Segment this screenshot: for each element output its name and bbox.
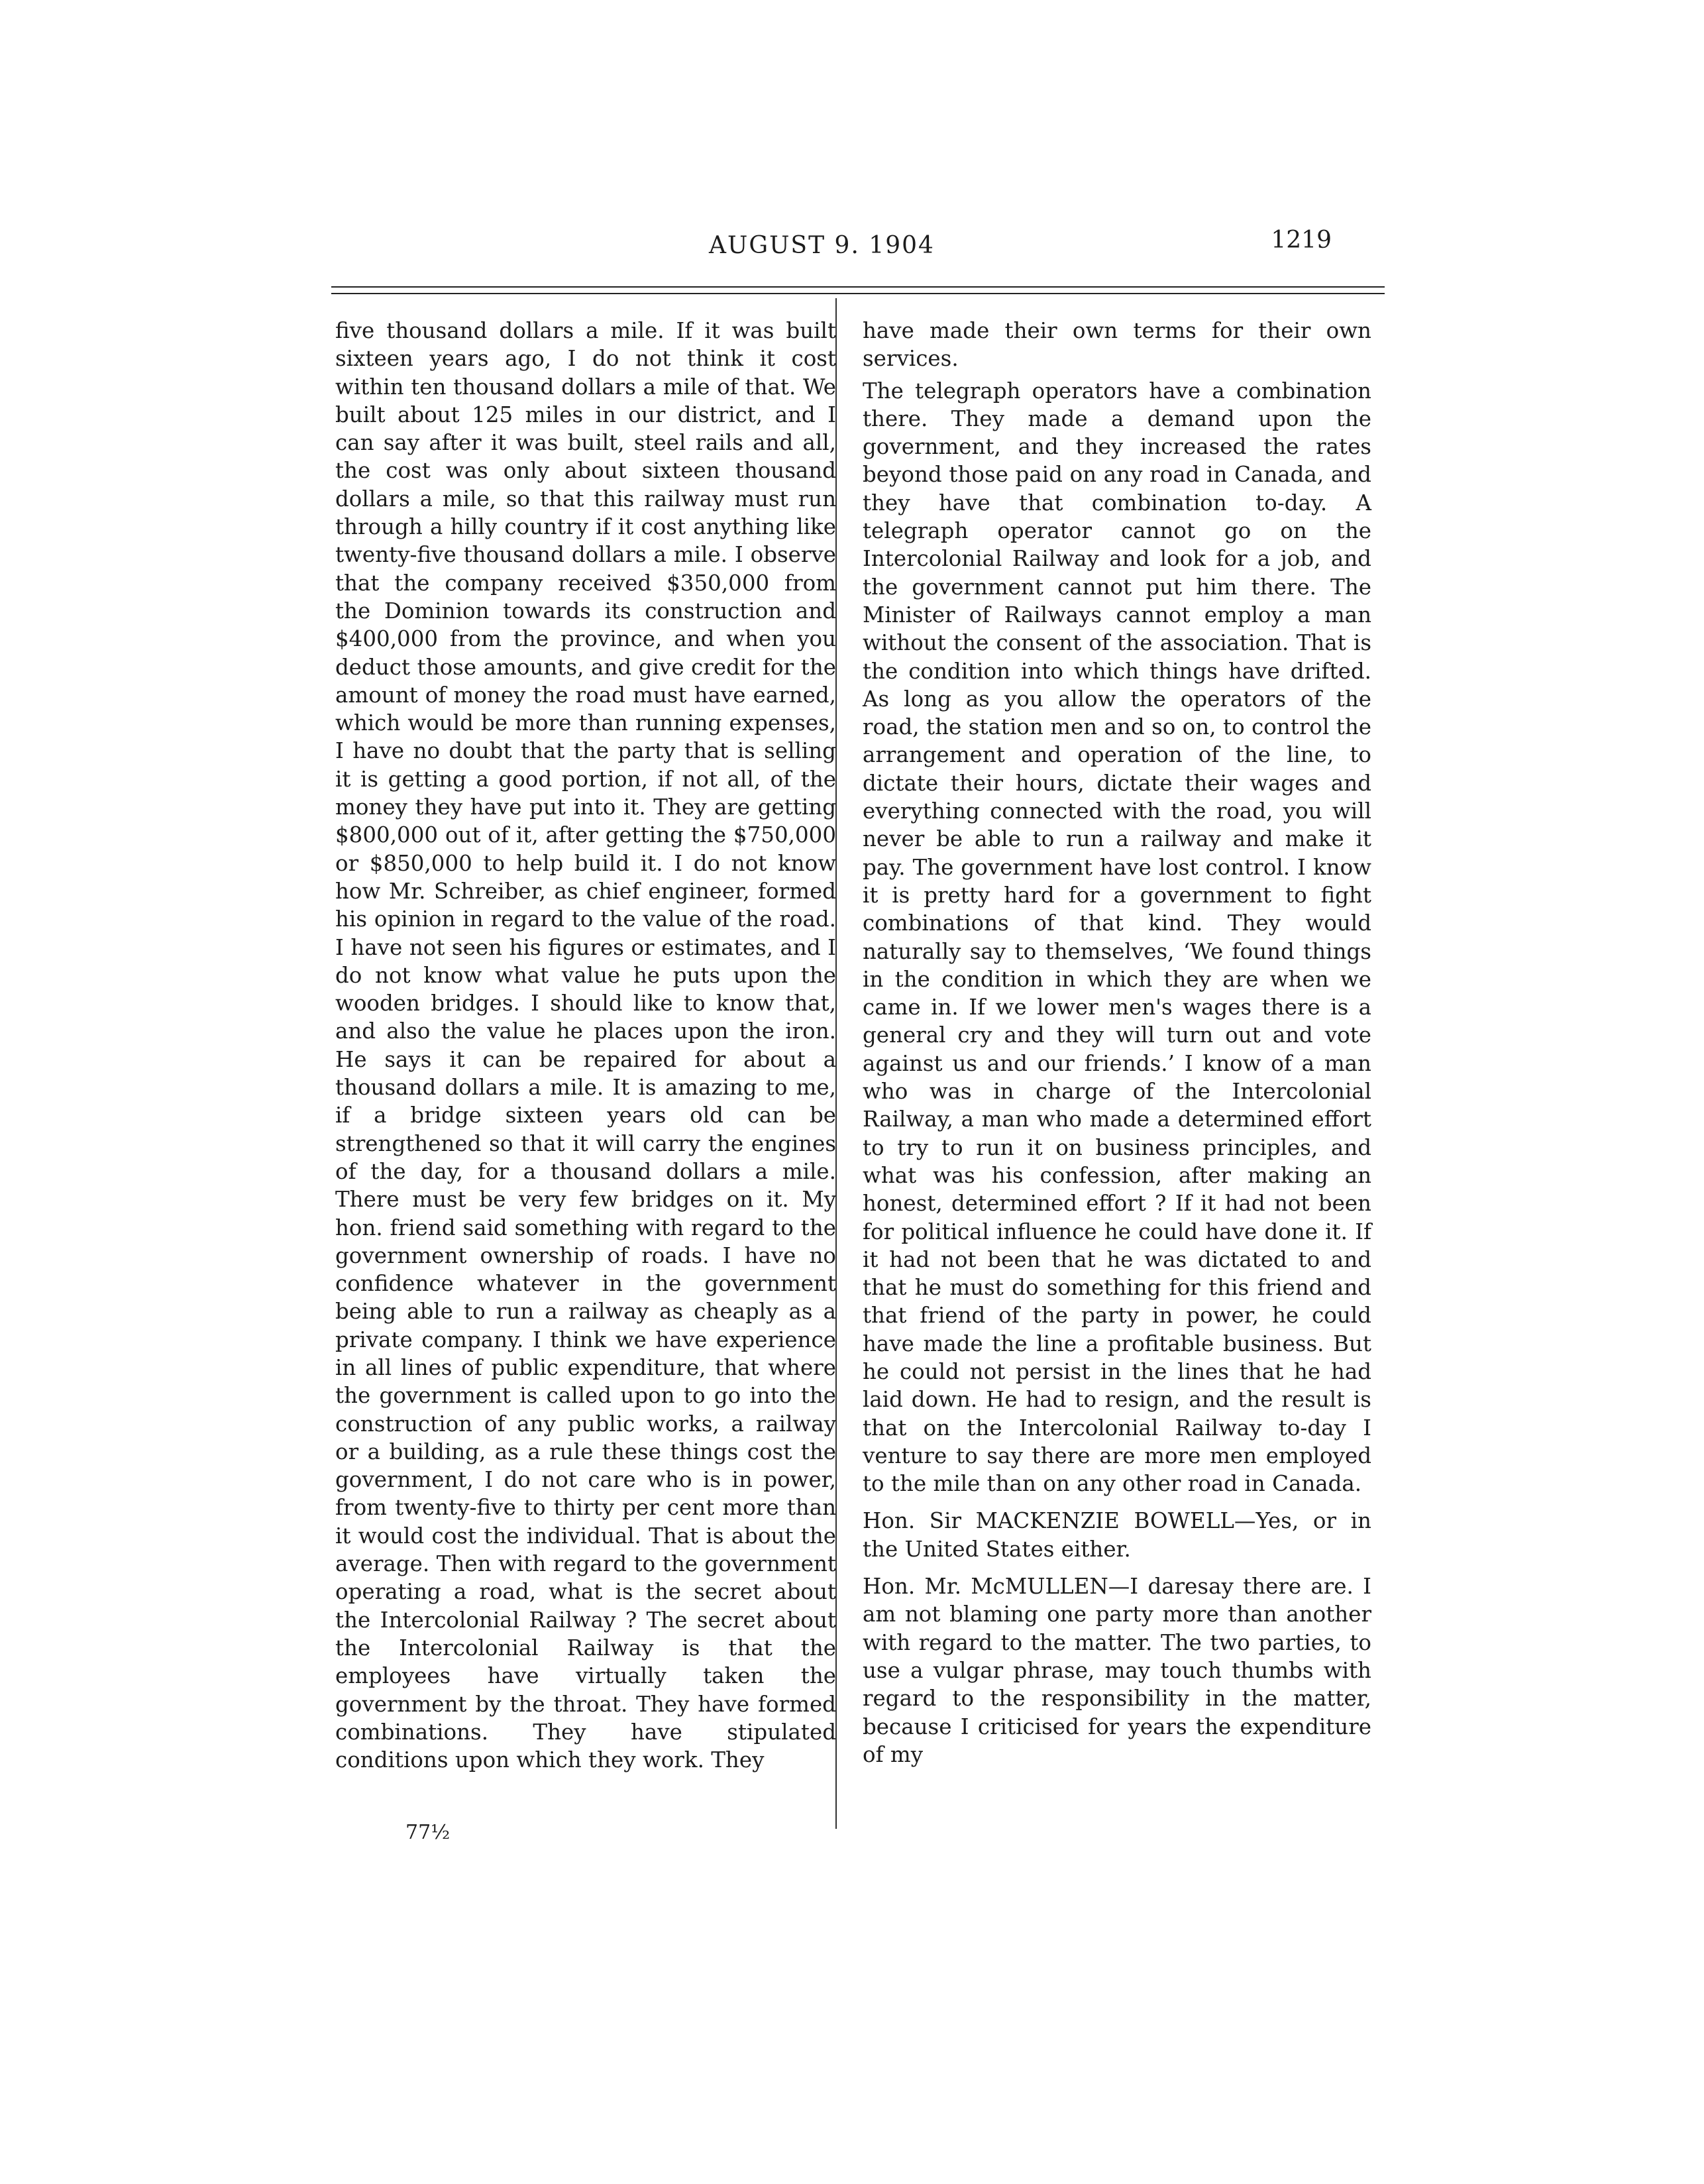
page-number: 1219	[1271, 227, 1332, 254]
left-column-text: five thousand dollars a mile. If it was built sixteen years ago, I do not think it cost within ten thousand dollars a mile of that. We built about 125 miles in our district, and I can say after it was built, steel rails and all, the cost was only about sixteen thousand dollars a mile, so that this railway must run through a hilly country if it cost anything like twenty-five thousand dollars a mile. I observe that the company received $350,000 from the Dominion towards its construction and $400,000 from the province, and when you deduct those amounts, and give credit for the amount of money the road must have earned, which would be more than running expenses, I have no doubt that the party that is selling it is getting a good portion, if not all, of the money they have put into it. They are getting $800,000 out of it, after getting the $750,000 or $850,000 to help build it. I do not know how Mr. Schreiber, as chief engineer, formed his opinion in regard to the value of the road. I have not seen his figures or estimates, and I do not know what value he puts upon the wooden bridges. I should like to know that, and also the value he places upon the iron. He says it can be repaired for about a thousand dollars a mile. It is amazing to me, if a bridge sixteen years old can be strengthened so that it will carry the engines of the day, for a thousand dollars a mile. There must be very few bridges on it. My hon. friend said something with regard to the government ownership of roads. I have no confidence whatever in the government being able to run a railway as cheaply as a private company. I think we have experience in all lines of public expenditure, that where the government is called upon to go into the construction of any public works, a railway or a building, as a rule these things cost the government, I do not care who is in power, from twenty-five to thirty per cent more than it would cost the individual. That is about the average. Then with regard to the government operating a road, what is the secret about the Intercolonial Railway ? The secret about the Intercolonial Railway is that the employees have virtually taken the government by the throat. They have formed combinations. They have stipulated conditions upon which they work. They	[335, 318, 836, 1773]
right-column-paragraph: The telegraph operators have a combination there. They made a demand upon the government, and they increased the rates beyond those paid on any road in Canada, and they have that combination to-day. A telegraph operator cannot go on the Intercolonial Railway and look for a job, and the government cannot put him there. The Minister of Railways cannot employ a man without the consent of the association. That is the condition into which things have drifted. As long as you allow the operators of the road, the station men and so on, to control the arrangement and operation of the line, to dictate their hours, dictate their wages and everything connected with the road, you will never be able to run a railway and make it pay. The government have lost control. I know it is pretty hard for a government to fight combinations of that kind. They would naturally say to themselves, ‘We found things in the condition in which they are when we came in. If we lower men's wages there is a general cry and they will turn out and vote against us and our friends.’ I know of a man who was in charge of the Intercolonial Railway, a man who made a determined effort to try to run it on business principles, and what was his confession, after making an honest, determined effort ? If it had not been for political influence he could have done it. If it had not been that he was dictated to and that he must do something for this friend and that friend of the party in power, he could have made the line a profitable business. But he could not persist in the lines that he had laid down. He had to resign, and the result is that on the Intercolonial Railway to-day I venture to say there are more men employed to the mile than on any other road in Canada.	[863, 378, 1371, 1497]
signature-mark: 77½	[405, 1821, 451, 1844]
speaker-paragraph-bowell: Hon. Sir MACKENZIE BOWELL—Yes, or in the United States either.	[863, 1508, 1371, 1562]
right-column-paragraph: have made their own terms for their own services.	[863, 318, 1371, 372]
page-date: AUGUST 9. 1904	[709, 232, 935, 259]
left-column	[335, 317, 836, 1774]
right-column	[863, 317, 1371, 1769]
header-rule-top	[331, 286, 1385, 288]
speaker-paragraph-mcmullen: Hon. Mr. McMULLEN—I daresay there are. I am not blaming one party more than another with regard to the matter. The two parties, to use a vulgar phrase, may touch thumbs with regard to the responsibility in the matter, because I criticised for years the expenditure of my	[863, 1574, 1371, 1767]
header-rule-bottom	[331, 293, 1385, 294]
page-header	[709, 227, 1332, 272]
